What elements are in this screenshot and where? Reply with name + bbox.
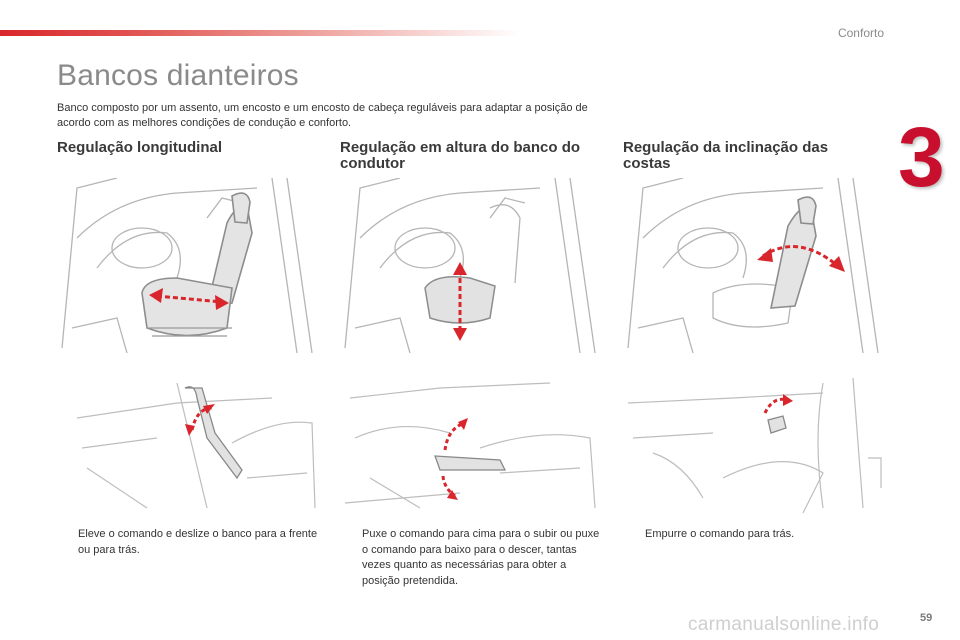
page-title: Bancos dianteiros [57,59,299,92]
seat-slide-illustration [57,178,317,353]
heading-backrest: Regulação da inclinação das costas [623,139,829,172]
height-lever-illustration [340,378,600,513]
page-number: 59 [920,612,933,624]
section-label: Conforto [837,26,884,40]
heading-height: Regulação em altura do banco do condutor [340,139,581,172]
intro-paragraph: Banco composto por um assento, um encosto e um encosto de cabeça reguláveis para adaptar a posição de acordo com as melhores condições de condução e conforto. [57,102,588,129]
instruction-longitudinal [60,527,320,558]
watermark: carmanualsonline.info [688,614,880,635]
seat-height-illustration [340,178,600,353]
header-accent-bar [0,30,520,36]
recline-lever-illustration [623,378,883,513]
instruction-backrest-text: Empurre o comando para trás. [645,528,795,540]
instruction-backrest [627,527,867,543]
instruction-height-text: Puxe o comando para cima para o subir ou puxe o comando para baixo para o descer, tantas vezes quanto as necessárias para obter a posição pretendida. [362,528,600,587]
slide-lever-illustration [57,378,317,513]
instruction-longitudinal-text: Eleve o comando e deslize o banco para a frente ou para trás. [78,528,318,556]
chapter-number: 3 [898,110,945,204]
instruction-height [344,527,606,589]
heading-longitudinal: Regulação longitudinal [57,139,223,156]
backrest-recline-illustration [623,178,883,353]
